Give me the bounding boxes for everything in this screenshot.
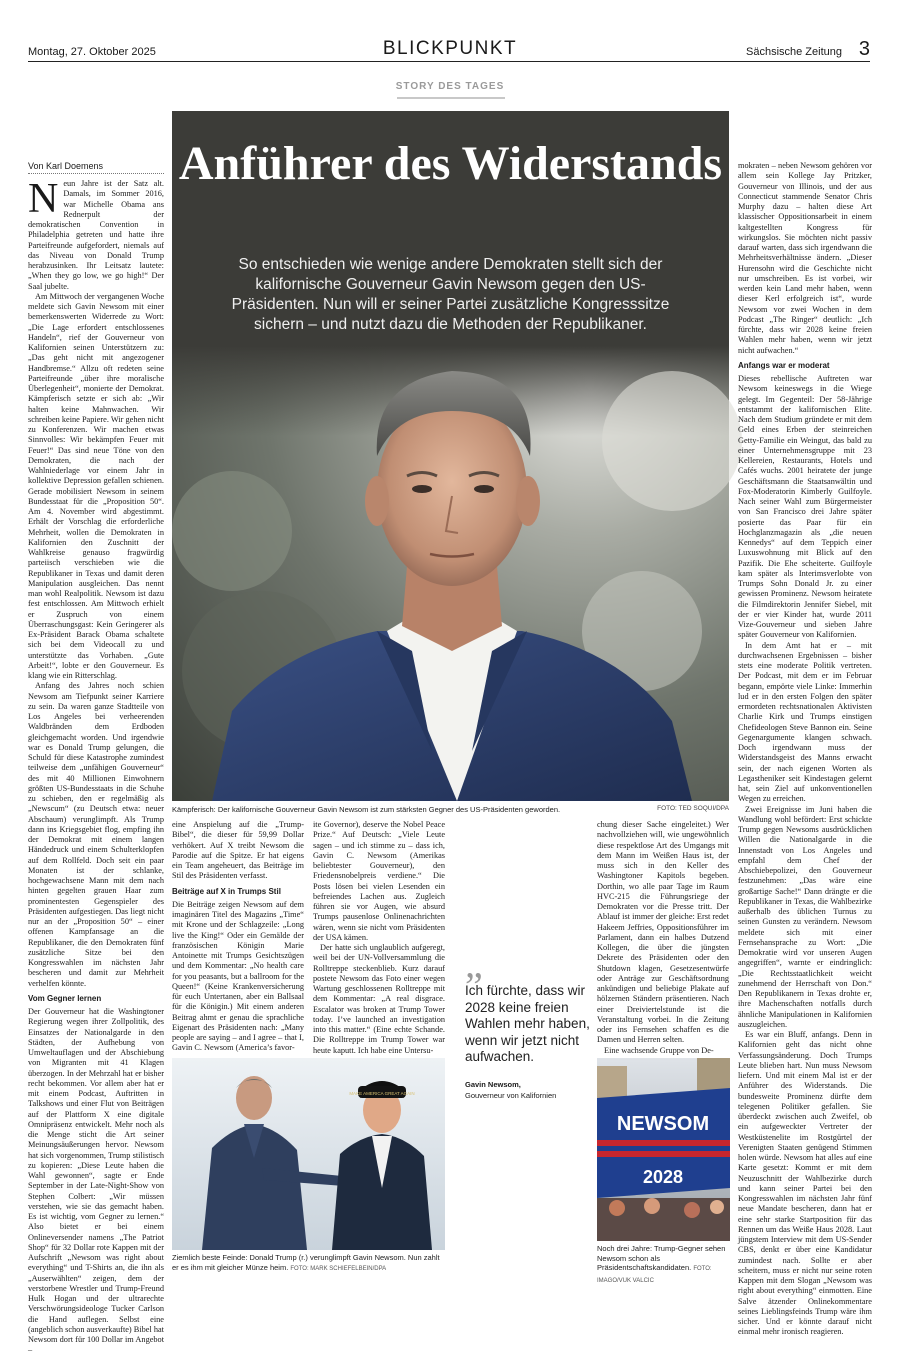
quote-author: Gavin Newsom,: [465, 1080, 521, 1089]
hero-credit: FOTO: TED SOQUI/DPA: [657, 805, 729, 812]
paragraph: Der hatte sich unglaublich aufgeregt, weil bei der UN-Vollversammlung die Rolltreppe steckenblieb. Kurz darauf postete Newsom das Foto einer wegen Wartung geschlossenen Rolltreppe mit dem Kommentar: „A real disgrace. Escalator was broken at Trump Tower today. I’ve launched an investigation into this matter.“ (Eine echte Schande. Die Rolltreppe im Trump Tower war heute kaputt. Ich habe eine Untersu-: [313, 943, 445, 1055]
newsom-portrait-illustration: [172, 111, 729, 801]
newsom-trump-illustration: [172, 1058, 445, 1250]
article-column-1: [28, 176, 164, 1355]
photo-caption-right: [597, 1244, 737, 1286]
story-kicker: STORY DES TAGES: [395, 81, 505, 92]
drop-cap: N: [28, 176, 59, 222]
pull-quote: Ich fürchte, dass wir 2028 keine freien Wahlen mehr haben, wenn wir jetzt nicht aufwachen.: [465, 983, 590, 1064]
paragraph: Dieses rebellische Auftreten war Newsom keineswegs in die Wiege gelegt. Im Gegenteil: Der 58-Jährige entstammt der kalifornischen Elite. Nach dem Studium gründete er mit dem Geld eines Erben der steinreichen Getty-Familie ein Weingut, das bald zu einer Unternehmensgruppe mit 23 Kellereien, Restaurants, Hotels und Cafés wuchs. 2001 heiratete der junge Geschäftsmann die Staatsanwältin und Fox-Moderatorin Kimberly Guilfoyle. Nach seiner Wahl zum Bürgermeister von San Francisco drei Jahre später posierte das Paar für ein Hochglanzmagazin als „die neuen Kennedys“ auf dem Teppich einer Luxuswohnung mit Blick auf den Pazifik. Die Ehe scheiterte. Guilfoyle kam später als Interimsverlobte von Trumps Sohn Donald Jr. zu einer gewissen Prominenz. Newsom heiratete die Filmdirektorin Jennifer Siebel, mit der er vier Kinder hat, wurde 2011 Vize-Gouverneur und sieben Jahre später Gouverneur von Kalifornien.: [738, 374, 872, 640]
photo-caption-left: [172, 1253, 445, 1274]
paragraph: Der Gouverneur hat die Washingtoner Regierung wegen ihrer Zollpolitik, des Einsatzes der Nationalgarde in den Städten, der Aufhebung von Umweltauflagen und der Abschiebung von Migranten mit 41 Klagen überzogen. In der Mehrzahl hat er bisher recht bekommen. Vor allem aber hat er mit einem Podcast, Auftritten in Talkshows und einer Flut von Beiträgen auf der Plattform X eine digitale Omnipräsenz entwickelt. Mehr noch als die Menge sticht die Art seiner Meinungsäußerungen hervor. Newsom hat sich vorgenommen, Trump stilistisch zu kopieren: „Diese Leute haben die Wahl gewonnen“, sagte er Ende September in der Late-Night-Show von Stephen Colbert: „Wir müssen verstehen, wie sie das gemacht haben. Es ist wichtig, vom Gegner zu lernen.“ Also bietet er bei einem Onlineversender namens „The Patriot Shop“ für 32 Dollar rote Kappen mit der Aufschrift „Newsom was right about everything“ und T-Shirts an, die ihn als „Auserwählten“ zeigen, dem der verstorbene Wrestler und Trump-Freund Hulk Hogan und der ultrarechte Verschwörungsideologe Tucker Carlson die Hand auflegen. Selbst eine (angeblich schon ausverkaufte) Bibel hat Newsom dort für 100 Dollar im Angebot –: [28, 1007, 164, 1355]
paragraph-text: eun Jahre ist der Satz alt. Damals, im Sommer 2016, war Michelle Obama ans Rednerpult der demokratischen Convention in Philadelphia getreten und hatte ihre Parteifreunde aufgefordert, niemals auf das Niveau von Donald Trump herabzusinken. Ihr Leitsatz lautete: „When they go low, we go high!“ Der Saal jubelte.: [28, 179, 164, 291]
hero-caption: Kämpferisch: Der kalifornische Gouverneur Gavin Newsom ist zum stärksten Gegner des US-Präsidenten geworden.: [172, 805, 561, 814]
section-title: BLICKPUNKT: [382, 38, 518, 59]
paragraph: ite Governor), deserve the Nobel Peace Prize.“ Auf Deutsch: „Viele Leute sagen – und ich stimme zu – dass ich, Gavin C. Newsom (Amerikas beliebtester Gouverneur), den Friedensnobelpreis verdiene.“ Die Posts lösen bei vielen Lesenden ein befreiendes Lachen aus. Zugleich führen sie vor Augen, wie absurd Trumps pausenlose Onlinenachrichten wären, wenn sie nicht vom Präsidenten der USA kämen.: [313, 820, 445, 942]
article-column-5: [738, 161, 872, 1337]
issue-date: Montag, 27. Oktober 2025: [28, 46, 156, 58]
subheading: Anfangs war er moderat: [738, 360, 830, 370]
paragraph: Zwei Ereignisse im Juni haben die Wandlung wohl befördert: Erst schickte Trump gegen Newsoms ausdrücklichen Willen die Nationalgarde in die Innenstadt von Los Angeles und empfahl dem Chef der Abschiebepolizei, den Gouverneur festzunehmen: „Das wäre eine großartige Sache!“ Dann drängte er die Republikaner in Texas, die Wahlbezirke außerhalb des üblichen Turnus zu seinen Gunsten zu verändern. Newsom meldete sich mit einer Fernsehansprache zu Wort: „Die Demokratie wird vor unseren Augen angegriffen“, warnte er eindringlich: „Die Rechtsstaatlichkeit weicht zunehmend der Herrschaft von Don.“ Den Republikanern in Texas drohte er, ihre Machenschaften notfalls durch ähnliche Manipulationen in Kalifornien auszugleichen.: [738, 804, 872, 1029]
paragraph: Anfang des Jahres noch schien Newsom am Tiefpunkt seiner Karriere zu sein. Da waren ganze Stadtteile von Los Angeles bei verheerenden Waldbränden dem Erdboden gleichgemacht worden. Und irgendwie war es Donald Trump gelungen, die Schuld für diese Katastrophe zumindest teilweise dem „unfähigen Gouverneur“ des mit 40 Millionen Einwohnern größten US-Bundesstaats in die Schuhe zu schieben, den er regelmäßig als „Newscum“ (zu Deutsch etwa: neuer Abschaum) verunglimpft. Als Trump dann ins Kriegsgebiet flog, empfing ihn der Demokrat mit einem langen Händedruck und einem Schulterklopfen auf dem Rollfeld. Doch seit ein paar Monaten ist der schlanke, hochgewachsene Mann mit dem nach hinten gegelten grauen Haar zum prominentesten Gegenspieler des Präsidenten aufgestiegen. Das liegt nicht nur an der „Proposition 50“ – einer offenen Kampfansage an die Republikaner, die den Demokraten fünf zusätzliche Sitze bei den Kongresswahlen im nächsten Jahr bescheren und damit zur Mehrheit verhelfen könnte.: [28, 681, 164, 988]
paragraph: Es war ein Bluff, anfangs. Denn in Kalifornien geht das nicht ohne Verfassungsänderung. Doch Trumps Leute blieben hart. Nun muss Newsom liefern. Und mit einem Mal ist er der Anführer des Widerstands. Die bundesweite Prominenz dürfte dem telegenen Politiker gefallen. Sie überdeckt zwischen auch Zweifel, ob ein aufgeweckter Vertreter der Westküstenelite im Rostgürtel der Verenigten Staaten genügend Stimmen holen würde. Newsom hat alles auf eine Karte gesetzt: Kommt er mit dem Neuzuschnitt der Wahlbezirke durch und kann seiner Partei bei den Kongresswahlen im nächsten Jahr fünf neue Mandate bescheren, dann hat er eine sehr starke Startposition für das Rennen um das Weiße Haus 2028. Laut jüngstem Interview mit dem US-Sender CBS, denkt er über eine Kandidatur zumindest nach. Sollte er aber scheitern, muss er nicht nur seine roten Kappen mit dem Slogan „Newsom was right about everything“ einmotten. Eine Salve ätzender Onlinekommentare seines Lieblingsfeinds Trump wäre ihm sicher. Und er könnte darauf nicht einmal mehr ironisch reagieren.: [738, 1030, 872, 1337]
paragraph: chung dieser Sache eingeleitet.) Wer nachvollziehen will, wie ungewöhnlich diese respektlose Art des Umgangs mit dem Mann im Weißen Haus ist, der muss sich in den Keller des Washingtoner Kapitols begeben. Dorthin, wo alle paar Tage im Raum HVC-215 die Führungsriege der Demokraten vor die Presse tritt. Der Ablauf ist immer der gleiche: Erst redet Hakeem Jeffries, Oppositionsführer im Parlament, dann ein halbes Dutzend Kollegen, die über die jüngsten Dekrete des Präsidenten oder den Shutdown klagen, Gesetzesentwürfe oder Anträge zur Geschäftsordnung ankündigen und beliebige Plakate auf hölzernen Ständern präsentieren. Nach einer Dreiviertelstunde ist die Veranstaltung vorbei. In die Zeitung oder ins Fernsehen schaffen es die Damen und Herren selten.: [597, 820, 729, 1045]
article-column-3: [313, 820, 445, 1055]
caption-text: Noch drei Jahre: Trump-Gegner sehen Newsom schon als Präsidentschaftskandidaten.: [597, 1244, 726, 1272]
paragraph: Am Mittwoch der vergangenen Woche meldete sich Gavin Newsom mit einer bemerkenswerten Widerrede zu Wort: „Die Lage erfordert entschlossenes Handeln“, rief der Gouverneur von Kalifornien seinen Unterstützern zu: „Das geht nicht mit angezogener Handbremse.“ Allzu oft redeten seine Parteifreunde „über ihre moralische Überlegenheit“, monierte der Demokrat. Kämpferisch setzte er sich ab: „Wir halten keine Mahnwachen. Wir schreiben keine Papiere. Wir gehen nicht zu Konferenzen. Wir machen etwas Sinnvolles: Wir bekämpfen Feuer mit Feuer!“ Das sind neue Töne von den Demokraten, die nach der Wahlniederlage vor einem Jahr in kollektive Depression gefallen schienen. Gerade mobilisiert Newsom in seinem Bundesstaat für die „Proposition 50“. Am 4. November wird abgestimmt. Erhält der Vorschlag die erforderliche Mehrheit, wollen die Demokraten in Kalifornien den Zuschnitt der Wahlkreise genauso fragwürdig parteiisch verschieben wie die Republikaner in Texas und damit deren Manipulation ausgleichen. Das nennt man wohl Realpolitik. Newsom ist dazu fest entschlossen. Am Mittwoch erhielt er Zuspruch von einem Überraschungsgast: Kein Geringerer als Ex-Präsident Barack Obama schaltete sich bei dem Videocall zu und unterstützte das Vorhaben. „Gute Arbeit!“, lobte er den Gouverneur. Es klang wie ein Ritterschlag.: [28, 291, 164, 680]
caption-text: Ziemlich beste Feinde: Donald Trump (r.) verunglimpft Gavin Newsom. Nun zahlt er es ihm mit gleicher Münze heim.: [172, 1253, 440, 1272]
paragraph: In dem Amt hat er – mit durchwachsenen Ergebnissen – bisher stets eine moderate Politik vertreten. Der Podcast, mit dem er im Februar begann, empörte viele Linke: Immerhin lud er in den ersten Folgen den später ermordeten rechtsnationalen Aktivisten Charlie Kirk und Trumps einstigen Chefideologen Steve Bannon ein. Seine Gegenargumente klangen schwach. Doch irgendwann muss der Widerstandsgeist des Manns erwacht sein, der nach eigenen Worten als Legastheniker seit Kindestagen gelernt hat, sein Ziel auf unkonventionellen Wegen zu erreichen.: [738, 640, 872, 804]
banner-name: NEWSOM: [616, 1113, 710, 1135]
photo-newsom-2028-banner: [597, 1058, 730, 1241]
article-column-2: [172, 820, 304, 1052]
newspaper-name: Sächsische Zeitung: [746, 46, 842, 58]
headline: Anführer des Widerstands: [178, 137, 723, 190]
banner-year: 2028: [642, 1167, 684, 1187]
cap-text: MAKE AMERICA GREAT AGAIN: [349, 1091, 415, 1096]
header-rule: [28, 61, 870, 62]
paragraph: Die Beiträge zeigen Newsom auf dem imaginären Titel des Magazins „Time“ mit Krone und der Schlagzeile: „Long live the King!“ Oder ein Gemälde der französischen Königin Marie Antoinette mit Trumps Gesichtszügen und dem Kommentar: „No health care for you peasants, but a ballroom for the Queen!“ (Keine Krankenversicherung für euch Untertanen, aber ein Ballsaal für die Königin.) Mit einem anderen Beitrag ahmt er genau die sprachliche Eigenart des Präsidenten nach: „Many people are saying – and I agree – that I, Gavin C. Newsom (America’s favor-: [172, 899, 304, 1053]
photo-credit: FOTO: IMAGO/VUK VALCIC: [597, 1266, 712, 1284]
photo-newsom-trump: [172, 1058, 445, 1250]
article-column-4: [597, 820, 729, 1055]
byline: Von Karl Doemens: [28, 161, 104, 171]
paragraph: mokraten – neben Newsom gehören vor allem sein Kollege Jay Pritzker, Gouverneur von Illinois, und der aus Connecticut stammende Senator Chris Murphy dazu – halten diese Art klassischer Oppositionsarbeit in einem kaltgestellten Kongress für wirkungslos. Sie möchten nicht passiv darauf warten, dass sich irgendwann die Mehrheitsverhältnisse ändern. „Dieser Hurensohn wird die Geschichte nicht nur umschreiben. Es ist vorbei, wir werden kein Land mehr haben, wenn dieser Kerl erfolgreich ist“, wurde Newsom vor zwei Wochen in dem Podcast „The Ringer“ deutlich: „Ich fürchte, dass wir 2028 keine freien Wahlen mehr haben, wenn wir jetzt nicht aufwachen.“: [738, 161, 872, 355]
quote-mark: „: [465, 941, 483, 986]
paragraph: eine Anspielung auf die „Trump-Bibel“, die dieser für 59,99 Dollar verhökert. Auf X treibt Newsom die Parodie auf die Spitze. Er hat eigens ein Team angeheuert, das Beiträge im Stil des Präsidenten verfasst.: [172, 820, 304, 881]
kicker-underline: [397, 97, 505, 99]
subheading: Vom Gegner lernen: [28, 993, 102, 1003]
photo-credit: FOTO: MARK SCHIEFELBEIN/DPA: [290, 1265, 387, 1272]
lead-paragraph: So entschieden wie wenige andere Demokraten stellt sich der kalifornische Gouverneur Gavin Newsom gegen den US-Präsidenten. Nun will er seiner Partei zusätzliche Kongresssitze sichern – und nutzt dazu die Methoden der Republikaner.: [231, 256, 670, 333]
hero-photo: [172, 111, 729, 801]
paragraph: Eine wachsende Gruppe von De-: [604, 1045, 714, 1055]
subheading: Beiträge auf X in Trumps Stil: [172, 886, 281, 896]
byline-rule: [28, 173, 164, 174]
quote-author-role: Gouverneur von Kalifornien: [465, 1091, 557, 1100]
page-number: 3: [858, 38, 870, 60]
paragraph: [28, 176, 164, 292]
banner-illustration: [597, 1058, 730, 1241]
